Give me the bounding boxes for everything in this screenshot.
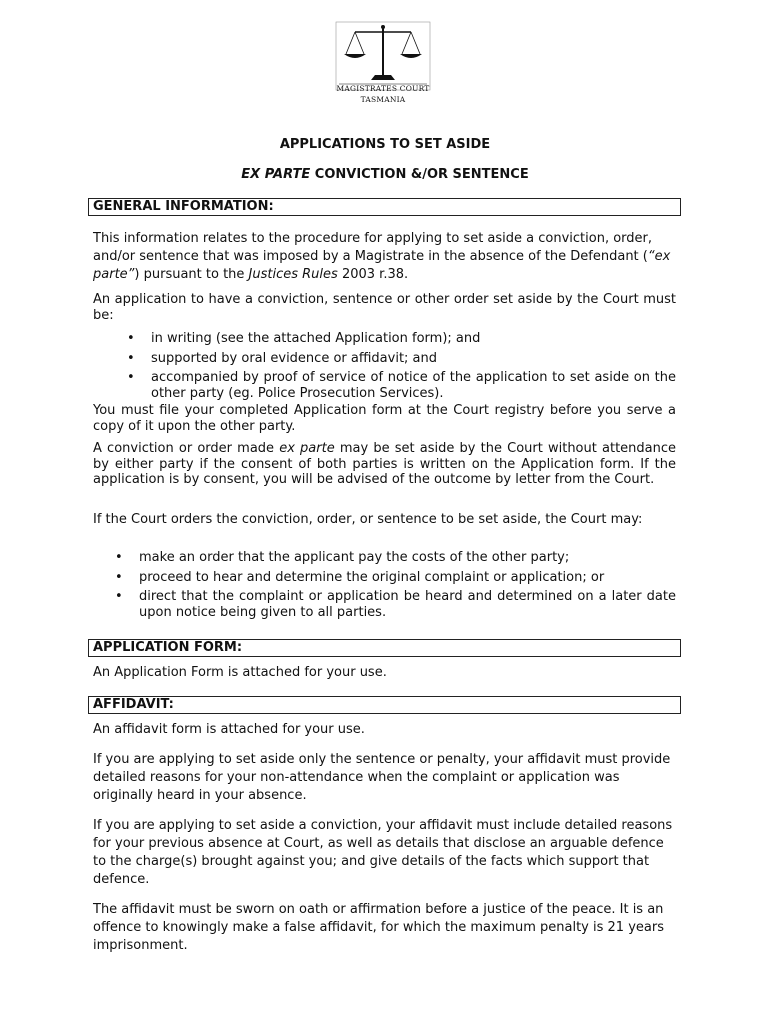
general-information-heading: GENERAL INFORMATION: <box>88 198 681 216</box>
p1-text-b: ) pursuant to the <box>134 267 249 282</box>
scales-of-justice-icon <box>333 20 433 92</box>
p4-text-a: A conviction or order made <box>93 441 280 456</box>
general-paragraph-5: If the Court orders the conviction, order, or sentence to be set aside, the Court may: <box>93 512 643 527</box>
p1-italic-ex-parte: “ex parte” <box>93 249 671 282</box>
court-may-list <box>139 550 676 624</box>
list-item: • proceed to hear and determine the original complaint or application; or <box>139 570 676 586</box>
application-form-heading: APPLICATION FORM: <box>88 639 681 657</box>
affidavit-paragraph-2: If you are applying to set aside only the sentence or penalty, your affidavit must provide detailed reasons for your non-attendance when the complaint or application was originally heard in your absence. <box>93 752 671 803</box>
general-paragraph-4 <box>93 441 676 488</box>
affidavit-heading: AFFIDAVIT: <box>88 696 681 714</box>
document-subtitle <box>0 167 770 182</box>
subtitle-italic: EX PARTE <box>241 167 311 182</box>
list-item: • supported by oral evidence or affidavit; and <box>151 351 676 367</box>
application-form-text: An Application Form is attached for your use. <box>93 665 387 680</box>
logo-caption-line1: MAGISTRATES COURT <box>336 84 430 93</box>
p4-text-b: may be set aside by the Court without attendance by either party if the consent of both parties is written on the Application form. If the application is by consent, you will be advised of the outcome by letter from the Court. <box>93 441 677 487</box>
p1-text-a: This information relates to the procedure for applying to set aside a conviction, order, and/or sentence that was imposed by a Magistrate in the absence of the Defendant ( <box>93 231 653 264</box>
affidavit-paragraph-3: If you are applying to set aside a conviction, your affidavit must include detailed reasons for your previous absence at Court, as well as details that disclose an arguable defence to the charge(s) brought against you; and give details of the facts which support that defence. <box>93 818 673 887</box>
logo-caption-line2: TASMANIA <box>360 95 406 104</box>
list-item: • accompanied by proof of service of notice of the application to set aside on the other party (eg. Police Prosecution Services). <box>151 370 676 401</box>
affidavit-paragraph-1: An affidavit form is attached for your use. <box>93 722 365 737</box>
affidavit-paragraph-4: The affidavit must be sworn on oath or affirmation before a justice of the peace. It is an offence to knowingly make a false affidavit, for which the maximum penalty is 21 years imprisonment. <box>93 902 664 953</box>
p1-text-c: 2003 r.38. <box>337 267 409 282</box>
requirements-list <box>151 331 676 405</box>
document-title: APPLICATIONS TO SET ASIDE <box>279 137 491 152</box>
list-item: • direct that the complaint or application be heard and determined on a later date upon notice being given to all parties. <box>139 589 676 620</box>
p4-italic-ex-parte: ex parte <box>279 441 335 456</box>
court-logo <box>333 20 433 110</box>
general-paragraph-2: An application to have a conviction, sentence or other order set aside by the Court must be: <box>93 292 676 323</box>
general-paragraph-1 <box>93 230 676 284</box>
general-paragraph-3: You must file your completed Application form at the Court registry before you serve a copy of it upon the other party. <box>93 403 676 434</box>
list-item: • in writing (see the attached Application form); and <box>151 331 676 347</box>
p1-italic-justices-rules: Justices Rules <box>248 267 338 282</box>
list-item: • make an order that the applicant pay the costs of the other party; <box>139 550 676 566</box>
subtitle-rest: CONVICTION &/OR SENTENCE <box>310 167 529 182</box>
